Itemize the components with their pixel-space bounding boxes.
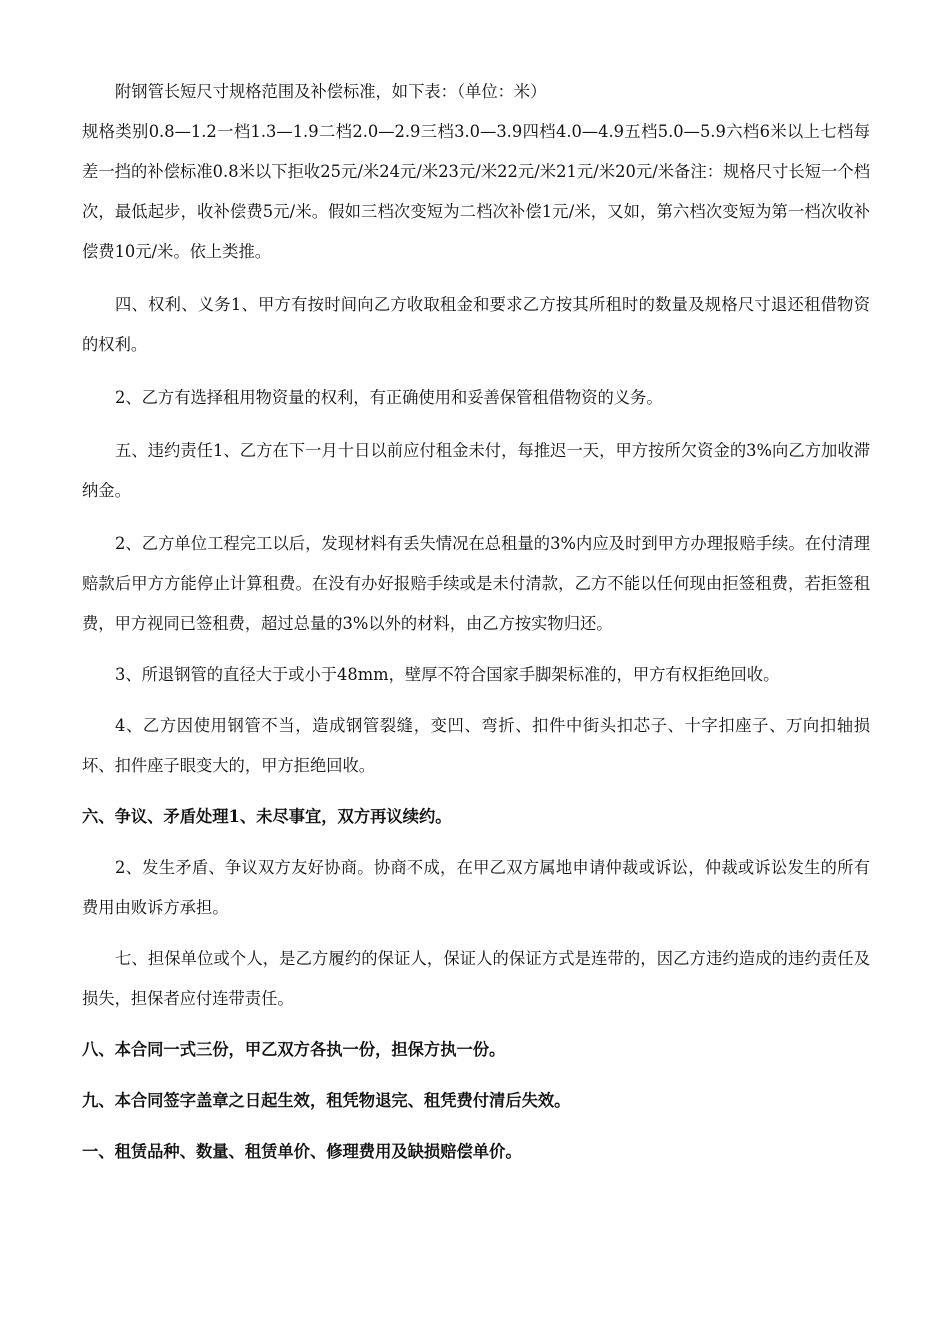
- paragraph-breach-3: 3、所退钢管的直径大于或小于48mm，壁厚不符合国家手脚架标准的，甲方有权拒绝回收。: [115, 665, 780, 684]
- paragraph-breach-2: 2、乙方单位工程完工以后，发现材料有丢失情况在总租量的3%内应及时到甲方办理报赔手续。在付清理赔款后甲方方能停止计算租费。在没有办好报赔手续或是未付清款，乙方不能以任何现由拒签租费，若拒签租费，甲方视同已签租费，超过总量的3%以外的材料，由乙方按实物归还。: [82, 534, 870, 633]
- paragraph-guarantee: 七、担保单位或个人，是乙方履约的保证人，保证人的保证方式是连带的，因乙方违约造成的违约责任及损失，担保者应付连带责任。: [82, 949, 870, 1008]
- paragraph-breach-4: 4、乙方因使用钢管不当，造成钢管裂缝，变凹、弯折、扣件中街头扣芯子、十字扣座子、万向扣轴损坏、扣件座子眼变大的，甲方拒绝回收。: [82, 716, 870, 775]
- paragraph-spec-categories: 规格类别0.8—1.2一档1.3—1.9二档2.0—2.9三档3.0—3.9四档4.0—4.9五档5.0—5.9六档6米以上七档每差一挡的补偿标准0.8米以下拒收25元/米24元/米23元/米22元/米21元/米20元/米备注：规格尺寸长短一个档次，最低起步，收补偿费5元/米。假如三档次变短为二档次补偿1元/米，又如，第六档次变短为第一档次收补偿费10元/米。依上类推。: [82, 122, 870, 261]
- paragraph-copies: 八、本合同一式三份，甲乙双方各执一份，担保方执一份。: [82, 1040, 506, 1059]
- paragraph-lease-items: 一、租赁品种、数量、租赁单价、修理费用及缺损赔偿单价。: [82, 1142, 522, 1161]
- paragraph-dispute-2: 2、发生矛盾、争议双方友好协商。协商不成，在甲乙双方属地申请仲裁或诉讼，仲裁或诉讼发生的所有费用由败诉方承担。: [82, 858, 870, 917]
- paragraph-effective: 九、本合同签字盖章之日起生效，租凭物退完、租凭费付清后失效。: [82, 1091, 571, 1110]
- document-page: [82, 72, 870, 1172]
- paragraph-rights-duties-2: 2、乙方有选择租用物资量的权利，有正确使用和妥善保管租借物资的义务。: [115, 388, 663, 407]
- paragraph-rights-duties-1: 四、权利、义务1、甲方有按时间向乙方收取租金和要求乙方按其所租时的数量及规格尺寸退还租借物资的权利。: [82, 295, 870, 354]
- paragraph-dispute-1: 六、争议、矛盾处理1、未尽事宜，双方再议续约。: [82, 807, 452, 826]
- paragraph-steel-pipe-spec-intro: 附钢管长短尺寸规格范围及补偿标准，如下表：（单位：米）: [115, 82, 547, 101]
- paragraph-breach-1: 五、违约责任1、乙方在下一月十日以前应付租金未付，每推迟一天，甲方按所欠资金的3%向乙方加收滞纳金。: [82, 441, 870, 500]
